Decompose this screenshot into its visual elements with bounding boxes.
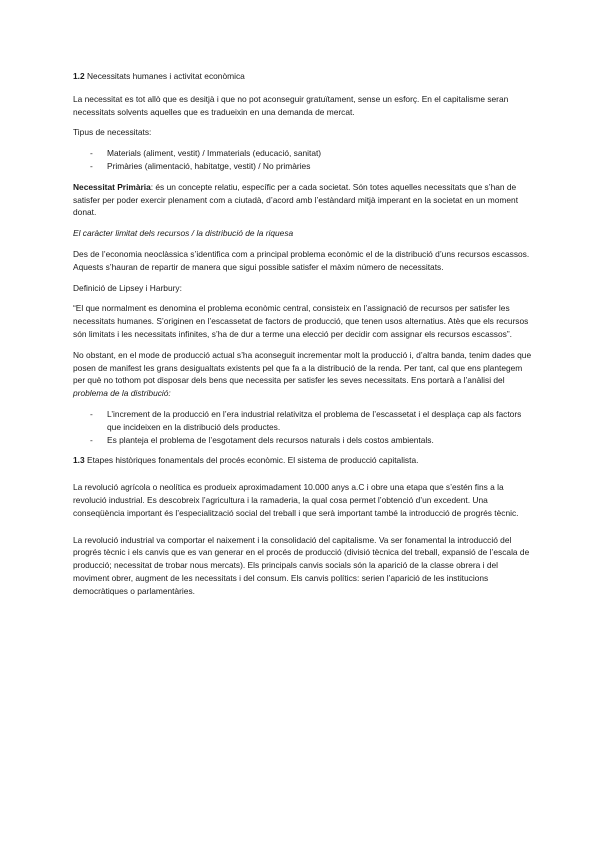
paragraph-necessitat: La necessitat es tot allò que es desitjà i que no pot aconseguir gratuïtament, sense un esforç. En el capitalisme seran necessitats solvents aquelles que es tradueixin en una demanda de mercat. xyxy=(73,93,509,117)
distribution-problem-term: problema de la distribució: xyxy=(73,388,171,399)
distribution-points-list xyxy=(73,408,533,446)
list-item xyxy=(73,408,533,434)
list-item-text: Primàries (alimentació, habitatge, vestit) / No primàries xyxy=(107,160,311,171)
section-title: Necessitats humanes i activitat econòmica xyxy=(86,71,245,81)
list-item-text: L’increment de la producció en l’era industrial relativitza el problema de l’escassetat i el desplaça cap als factors que incideixen en la distribució dels productes. xyxy=(107,408,522,432)
section-heading-1-3 xyxy=(73,454,533,467)
primary-definition: : és un concepte relatiu, específic per a cada societat. Són totes aquelles necessitats que s’han de satisfer per poder exercir plenament com a ciutadà, d’acord amb l’estàndard mitjà imperant en la societat en un moment donat. xyxy=(73,181,519,218)
paragraph-industrial-revolution: La revolució industrial va comportar el naixement i la consolidació del capitalisme. Va ser fonamental la introducció del progrés tècnic i els canvis que es van generar en el procés de producció (divisió tècnica del treball, expansió de l’escala de producció; necessitat de trobar nous mercats). Els principals canvis socials són la aparició de la classe obrera i del moviment obrer, augment de les necessitats i del consum. Els canvis polítics: serien l’aparició de les institucions democràtiques o parlamentàries. xyxy=(73,534,530,596)
paragraph-neoclassical: Des de l’economia neoclàssica s’identifica com a principal problema econòmic el de la distribució d’uns recursos escassos. Aquests s’hauran de repartir de manera que sigui possible satisfer el màxim número de necessitats. xyxy=(73,248,530,272)
section-number: 1.2 xyxy=(73,71,85,81)
types-list xyxy=(73,147,533,173)
paragraph-agricultural-revolution: La revolució agrícola o neolítica es produeix aproximadament 10.000 anys a.C i obre una etapa que s’estén fins a la revolució industrial. Es descobreix l’agricultura i la ramaderia, la qual cosa permet l’obtenció d’un excedent. Una conseqüència important és l’especialització social del treball i que serà important també la introducció de progrés tècnic. xyxy=(73,482,519,518)
paragraph-primary-need xyxy=(73,181,533,219)
section-number: 1.3 xyxy=(73,455,85,466)
paragraph-distribution xyxy=(73,349,533,400)
quote-lipsey-harbury: “El que normalment es denomina el problema econòmic central, consisteix en l’assignació de recursos per satisfer les necessitats humanes. S’originen en l’escassetat de factors de producció, que tenen usos alternatius. Atès que els recursos són limitats i les necessitats infinites, s’ha de dur a terme una elecció per decidir com assignar els recursos escassos”. xyxy=(73,303,529,339)
list-item xyxy=(73,160,533,173)
types-label: Tipus de necessitats: xyxy=(73,127,152,138)
dash-bullet: - xyxy=(90,408,93,419)
section-heading-1-2 xyxy=(73,70,533,83)
dash-bullet: - xyxy=(90,148,93,159)
definition-label: Definició de Lipsey i Harbury: xyxy=(73,282,182,293)
paragraph-text: No obstant, en el mode de producció actual s’ha aconseguit incrementar molt la producció i, d’altra banda, tenim dades que posen de manifest les grans desigualtats existents pel que fa a la distribució de la renda. Per tant, cal que ens plantegem per què no tothom pot disposar dels bens que necessita per satisfer les seves necessitats. Ens portarà a l’anàlisi del xyxy=(73,349,532,386)
dash-bullet: - xyxy=(90,434,93,445)
primary-term: Necessitat Primària xyxy=(73,181,151,192)
section-title: Etapes històriques fonamentals del procés econòmic. El sistema de producció capitalista. xyxy=(86,455,419,466)
list-item-text: Es planteja el problema de l’esgotament dels recursos naturals i dels costos ambientals. xyxy=(107,434,434,445)
list-item-text: Materials (aliment, vestit) / Immaterials (educació, sanitat) xyxy=(107,148,322,159)
dash-bullet: - xyxy=(90,160,93,171)
subheading-resources: El caràcter limitat dels recursos / la distribució de la riquesa xyxy=(73,228,294,239)
list-item xyxy=(73,147,533,160)
document-body xyxy=(73,70,533,606)
list-item xyxy=(73,434,533,447)
